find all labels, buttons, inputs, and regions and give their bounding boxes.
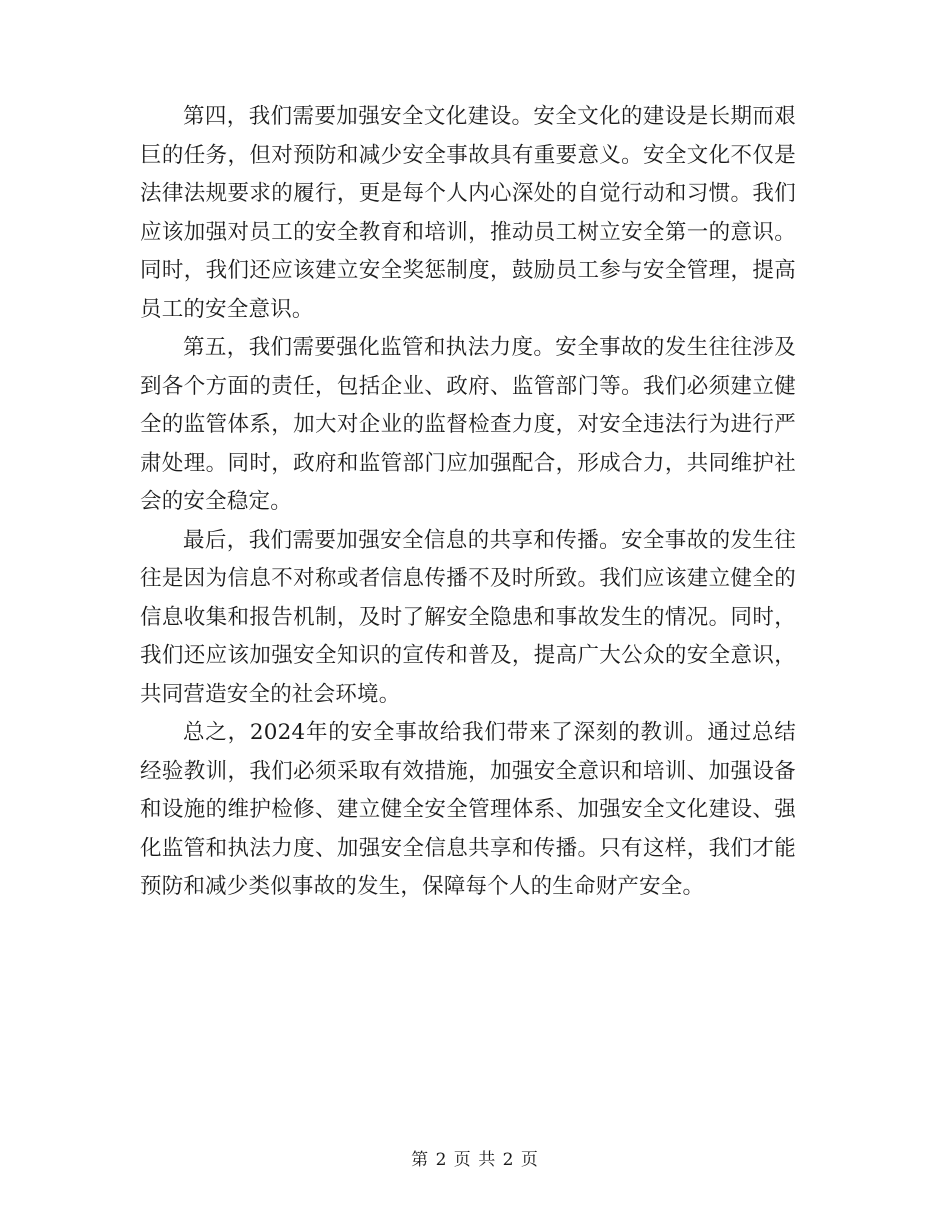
document-body	[140, 98, 796, 907]
paragraph-supervision: 第五，我们需要强化监管和执法力度。安全事故的发生往往涉及到各个方面的责任，包括企业、政府、监管部门等。我们必须建立健全的监管体系，加大对企业的监督检查力度，对安全违法行为进行严肃处理。同时，政府和监管部门应加强配合，形成合力，共同维护社会的安全稳定。	[140, 335, 796, 514]
page-number-footer: 第 2 页 共 2 页	[411, 1150, 539, 1170]
paragraph-safety-culture: 第四，我们需要加强安全文化建设。安全文化的建设是长期而艰巨的任务，但对预防和减少安全事故具有重要意义。安全文化不仅是法律法规要求的履行，更是每个人内心深处的自觉行动和习惯。我们应该加强对员工的安全教育和培训，推动员工树立安全第一的意识。同时，我们还应该建立安全奖惩制度，鼓励员工参与安全管理，提高员工的安全意识。	[140, 104, 796, 322]
paragraph-information-sharing: 最后，我们需要加强安全信息的共享和传播。安全事故的发生往往是因为信息不对称或者信息传播不及时所致。我们应该建立健全的信息收集和报告机制，及时了解安全隐患和事故发生的情况。同时，我们还应该加强安全知识的宣传和普及，提高广大公众的安全意识，共同营造安全的社会环境。	[140, 527, 796, 707]
paragraph-conclusion: 总之，2024年的安全事故给我们带来了深刻的教训。通过总结经验教训，我们必须采取有效措施，加强安全意识和培训、加强设备和设施的维护检修、建立健全安全管理体系、加强安全文化建设、强化监管和执法力度、加强安全信息共享和传播。只有这样，我们才能预防和减少类似事故的发生，保障每个人的生命财产安全。	[140, 720, 796, 899]
